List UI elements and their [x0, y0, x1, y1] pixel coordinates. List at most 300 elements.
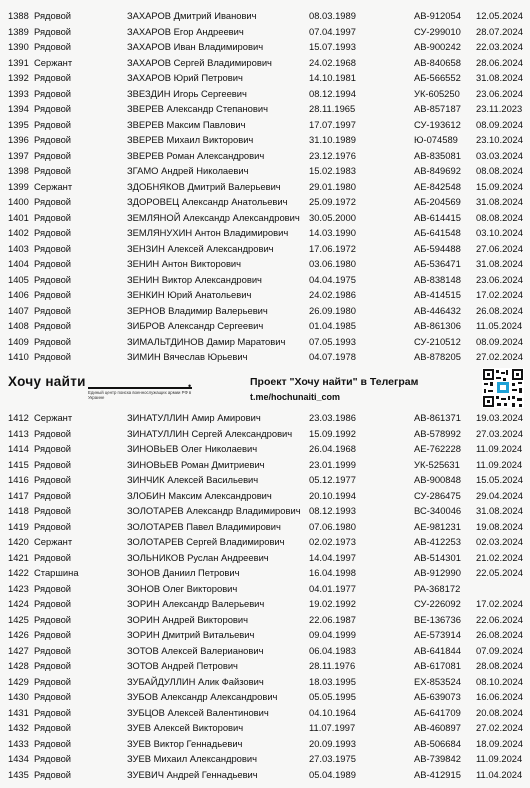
table-row: [0, 519, 530, 535]
person-name: ЗУБЦОВ Алексей Валентинович: [127, 706, 269, 718]
person-name: ЗИМИН Вячеслав Юрьевич: [127, 351, 248, 362]
brand-subtitle: Единый центр поиска военнослужащих армии РФ в Украине: [88, 390, 192, 400]
record-number: 1416: [8, 474, 29, 485]
event-date: 27.02.2024: [476, 351, 523, 362]
event-date: 27.06.2024: [476, 242, 523, 254]
document-id: АЕ-842548: [414, 180, 461, 192]
event-date: 11.09.2024: [476, 458, 523, 470]
rank-cell: Рядовой: [34, 706, 72, 718]
record-number: 1406: [8, 289, 29, 300]
event-date: 16.06.2024: [476, 691, 523, 702]
person-name: ЗВЕРЕВ Роман Александрович: [127, 149, 265, 161]
rank-cell: Рядовой: [34, 242, 72, 254]
document-id: РА-368172: [414, 582, 461, 594]
table-row: [0, 643, 530, 659]
record-number: 1391: [8, 56, 29, 68]
person-name: ЗУЕВ Михаил Александрович: [127, 753, 258, 764]
rank-cell: Рядовой: [34, 304, 72, 316]
person-name: ЗЕНИН Виктор Александрович: [127, 273, 262, 285]
rank-cell: Рядовой: [34, 103, 72, 114]
records-table-bottom: [0, 410, 530, 782]
rank-cell: Рядовой: [34, 335, 72, 347]
document-id: АБ-641548: [414, 227, 461, 238]
record-number: 1431: [8, 706, 29, 718]
record-number: 1409: [8, 335, 29, 347]
document-id: АВ-460897: [414, 722, 461, 733]
person-name: ЗОНОВ Даниил Петрович: [127, 567, 240, 578]
record-number: 1397: [8, 149, 29, 161]
record-number: 1422: [8, 567, 29, 578]
record-number: 1425: [8, 613, 29, 625]
document-id: АВ-514301: [414, 551, 461, 563]
table-row: [0, 179, 530, 195]
event-date: 08.09.2024: [476, 118, 523, 130]
event-date: 31.08.2024: [476, 196, 523, 207]
document-id: АВ-614415: [414, 211, 461, 223]
event-date: 11.09.2024: [476, 443, 523, 454]
birth-date: 07.04.1997: [309, 25, 356, 37]
document-id: АБ-594488: [414, 242, 461, 254]
birth-date: 01.04.1985: [309, 320, 356, 331]
document-id: СУ-299010: [414, 25, 461, 37]
table-row: [0, 705, 530, 721]
birth-date: 08.12.1993: [309, 505, 356, 516]
record-number: 1434: [8, 753, 29, 764]
record-number: 1400: [8, 196, 29, 207]
document-id: АБ-641709: [414, 706, 461, 718]
birth-date: 04.01.1977: [309, 582, 356, 594]
table-row: [0, 24, 530, 40]
table-row: [0, 410, 530, 426]
birth-date: 15.02.1983: [309, 165, 356, 176]
person-name: ЗОНОВ Олег Викторович: [127, 582, 238, 594]
birth-date: 26.09.1980: [309, 304, 356, 316]
birth-date: 31.10.1989: [309, 134, 356, 145]
document-id: АВ-912054: [414, 10, 461, 21]
document-id: АБ-536471: [414, 258, 461, 269]
record-number: 1398: [8, 165, 29, 176]
birth-date: 03.06.1980: [309, 258, 356, 269]
birth-date: 06.04.1983: [309, 644, 356, 656]
person-name: ЗВЕРЕВ Михаил Викторович: [127, 134, 254, 145]
rank-cell: Рядовой: [34, 258, 72, 269]
person-name: ЗИБРОВ Александр Сергеевич: [127, 320, 264, 331]
table-row: [0, 627, 530, 643]
record-number: 1393: [8, 87, 29, 99]
person-name: ЗЕНИН Антон Викторович: [127, 258, 242, 269]
table-row: [0, 488, 530, 504]
person-name: ЗОЛОТАРЕВ Александр Владимирович: [127, 505, 301, 516]
record-number: 1423: [8, 582, 29, 594]
record-number: 1435: [8, 768, 29, 780]
qr-code-icon: [482, 368, 524, 408]
table-row: [0, 689, 530, 705]
document-id: Ю-074589: [414, 134, 458, 145]
event-date: 03.03.2024: [476, 149, 523, 161]
table-row: [0, 303, 530, 319]
birth-date: 18.03.1995: [309, 675, 356, 687]
rank-cell: Рядовой: [34, 25, 72, 37]
birth-date: 04.10.1964: [309, 706, 356, 718]
record-number: 1403: [8, 242, 29, 254]
person-name: ЗОТОВ Алексей Валерианович: [127, 644, 264, 656]
person-name: ЗУБАЙДУЛЛИН Алик Файзович: [127, 675, 264, 687]
birth-date: 24.02.1986: [309, 289, 356, 300]
document-id: АВ-878205: [414, 351, 461, 362]
table-row: [0, 8, 530, 24]
person-name: ЗУЕВ Виктор Геннадьевич: [127, 737, 243, 749]
event-date: 26.08.2024: [476, 629, 523, 640]
event-date: 22.05.2024: [476, 567, 523, 578]
birth-date: 14.10.1981: [309, 72, 356, 83]
person-name: ЗОРИН Дмитрий Витальевич: [127, 629, 255, 640]
table-row: [0, 101, 530, 117]
person-name: ЗАХАРОВ Егор Андреевич: [127, 25, 244, 37]
rank-cell: Рядовой: [34, 118, 72, 130]
person-name: ЗИНАТУЛЛИН Сергей Александрович: [127, 427, 293, 439]
record-number: 1410: [8, 351, 29, 362]
document-id: АЕ-981231: [414, 520, 461, 532]
rank-cell: Рядовой: [34, 598, 72, 609]
record-number: 1433: [8, 737, 29, 749]
person-name: ЗУЕВ Алексей Викторович: [127, 722, 244, 733]
event-date: 27.02.2024: [476, 722, 523, 733]
telegram-link[interactable]: t.me/hochunaiti_com: [250, 392, 341, 402]
person-name: ЗЕНЗИН Алексей Александрович: [127, 242, 274, 254]
document-id: АВ-414515: [414, 289, 461, 300]
birth-date: 08.03.1989: [309, 10, 356, 21]
rank-cell: Рядовой: [34, 737, 72, 749]
person-name: ЗАХАРОВ Юрий Петрович: [127, 72, 243, 83]
rank-cell: Рядовой: [34, 149, 72, 161]
birth-date: 14.04.1997: [309, 551, 356, 563]
document-id: ВЕ-136736: [414, 613, 461, 625]
document-id: АВ-900848: [414, 474, 461, 485]
birth-date: 27.03.1975: [309, 753, 356, 764]
birth-date: 05.12.1977: [309, 474, 356, 485]
document-id: АВ-849692: [414, 165, 461, 176]
birth-date: 19.02.1992: [309, 598, 356, 609]
record-number: 1414: [8, 443, 29, 454]
document-id: АВ-617081: [414, 660, 461, 671]
table-row: [0, 457, 530, 473]
table-row: [0, 334, 530, 350]
document-id: АБ-639073: [414, 691, 461, 702]
birth-date: 20.09.1993: [309, 737, 356, 749]
record-number: 1427: [8, 644, 29, 656]
rank-cell: Рядовой: [34, 474, 72, 485]
table-row: [0, 550, 530, 566]
event-date: 22.03.2024: [476, 41, 523, 52]
record-number: 1413: [8, 427, 29, 439]
rank-cell: Рядовой: [34, 72, 72, 83]
record-number: 1421: [8, 551, 29, 563]
person-name: ЗОЛЬНИКОВ Руслан Андреевич: [127, 551, 269, 563]
birth-date: 04.04.1975: [309, 273, 356, 285]
record-number: 1432: [8, 722, 29, 733]
record-number: 1428: [8, 660, 29, 671]
birth-date: 16.04.1998: [309, 567, 356, 578]
record-number: 1392: [8, 72, 29, 83]
record-number: 1402: [8, 227, 29, 238]
birth-date: 28.11.1965: [309, 103, 356, 114]
rank-cell: Рядовой: [34, 427, 72, 439]
document-id: АБ-204569: [414, 196, 461, 207]
birth-date: 15.07.1993: [309, 41, 356, 52]
birth-date: 07.05.1993: [309, 335, 356, 347]
record-number: 1395: [8, 118, 29, 130]
document-id: АВ-412253: [414, 536, 461, 547]
person-name: ЗДОРОВЕЦ Александр Анатольевич: [127, 196, 288, 207]
rank-cell: Рядовой: [34, 582, 72, 594]
event-date: 18.09.2024: [476, 737, 523, 749]
event-date: 02.03.2024: [476, 536, 523, 547]
records-table-top: [0, 8, 530, 365]
table-row: [0, 720, 530, 736]
event-date: 08.09.2024: [476, 335, 523, 347]
document-id: ВС-340046: [414, 505, 462, 516]
table-row: [0, 318, 530, 334]
event-date: 11.05.2024: [476, 320, 523, 331]
telegram-promo-text: Проект "Хочу найти" в Телеграм: [250, 376, 419, 388]
event-date: 23.06.2024: [476, 273, 523, 285]
event-date: 11.09.2024: [476, 753, 523, 764]
promo-banner: [0, 368, 530, 408]
birth-date: 05.04.1989: [309, 768, 356, 780]
record-number: 1420: [8, 536, 29, 547]
event-date: 17.02.2024: [476, 598, 523, 609]
rank-cell: Сержант: [34, 536, 73, 547]
birth-date: 08.12.1994: [309, 87, 356, 99]
person-name: ЗИНОВЬЕВ Роман Дмитриевич: [127, 458, 265, 470]
person-name: ЗИНАТУЛЛИН Амир Амирович: [127, 412, 261, 423]
rank-cell: Рядовой: [34, 211, 72, 223]
table-row: [0, 349, 530, 365]
brand-logo-text: Хочу найти: [8, 374, 86, 389]
person-name: ЗУЕВИЧ Андрей Геннадьевич: [127, 768, 258, 780]
birth-date: 15.09.1992: [309, 427, 356, 439]
table-row: [0, 194, 530, 210]
table-row: [0, 534, 530, 550]
person-name: ЗОРИН Александр Валерьевич: [127, 598, 265, 609]
person-name: ЗГАМО Андрей Николаевич: [127, 165, 249, 176]
rank-cell: Рядовой: [34, 134, 72, 145]
rank-cell: Рядовой: [34, 320, 72, 331]
record-number: 1389: [8, 25, 29, 37]
table-row: [0, 39, 530, 55]
event-date: 26.08.2024: [476, 304, 523, 316]
record-number: 1388: [8, 10, 29, 21]
record-number: 1429: [8, 675, 29, 687]
person-name: ЗДОБНЯКОВ Дмитрий Валерьевич: [127, 180, 281, 192]
event-date: 28.06.2024: [476, 56, 523, 68]
rank-cell: Рядовой: [34, 691, 72, 702]
record-number: 1394: [8, 103, 29, 114]
table-row: [0, 674, 530, 690]
birth-date: 07.06.1980: [309, 520, 356, 532]
table-row: [0, 581, 530, 597]
person-name: ЗЛОБИН Максим Александрович: [127, 489, 272, 501]
table-row: [0, 210, 530, 226]
birth-date: 05.05.1995: [309, 691, 356, 702]
document-id: АВ-446432: [414, 304, 461, 316]
event-date: 31.08.2024: [476, 258, 523, 269]
record-number: 1408: [8, 320, 29, 331]
document-id: СУ-193612: [414, 118, 461, 130]
record-number: 1404: [8, 258, 29, 269]
record-number: 1390: [8, 41, 29, 52]
event-date: 23.06.2024: [476, 87, 523, 99]
document-id: СУ-210512: [414, 335, 461, 347]
document-id: АВ-835081: [414, 149, 461, 161]
rank-cell: Рядовой: [34, 443, 72, 454]
rank-cell: Рядовой: [34, 165, 72, 176]
person-name: ЗИМАЛЬТДИНОВ Дамир Маратович: [127, 335, 286, 347]
rank-cell: Старшина: [34, 567, 79, 578]
birth-date: 30.05.2000: [309, 211, 356, 223]
document-id: АВ-739842: [414, 753, 461, 764]
table-row: [0, 565, 530, 581]
table-row: [0, 241, 530, 257]
record-number: 1412: [8, 412, 29, 423]
record-number: 1415: [8, 458, 29, 470]
document-id: АВ-900242: [414, 41, 461, 52]
event-date: 29.04.2024: [476, 489, 523, 501]
event-date: 23.10.2024: [476, 134, 523, 145]
birth-date: 24.02.1968: [309, 56, 356, 68]
event-date: 03.10.2024: [476, 227, 523, 238]
record-number: 1407: [8, 304, 29, 316]
brand-dot-icon: •: [188, 381, 192, 391]
birth-date: 26.04.1968: [309, 443, 356, 454]
birth-date: 14.03.1990: [309, 227, 356, 238]
person-name: ЗОЛОТАРЕВ Павел Владимирович: [127, 520, 281, 532]
event-date: 19.08.2024: [476, 520, 523, 532]
document-id: АВ-861306: [414, 320, 461, 331]
birth-date: 09.04.1999: [309, 629, 356, 640]
table-row: [0, 472, 530, 488]
rank-cell: Сержант: [34, 56, 73, 68]
table-row: [0, 736, 530, 752]
record-number: 1426: [8, 629, 29, 640]
table-row: [0, 596, 530, 612]
person-name: ЗАХАРОВ Сергей Владимирович: [127, 56, 272, 68]
document-id: СУ-286475: [414, 489, 461, 501]
event-date: 08.08.2024: [476, 211, 523, 223]
birth-date: 02.02.1973: [309, 536, 356, 547]
document-id: АВ-641844: [414, 644, 461, 656]
person-name: ЗЕМЛЯНОЙ Александр Александрович: [127, 211, 300, 223]
person-name: ЗВЕРЕВ Максим Павлович: [127, 118, 246, 130]
table-row: [0, 503, 530, 519]
event-date: 20.08.2024: [476, 706, 523, 718]
record-number: 1396: [8, 134, 29, 145]
document-id: АВ-506684: [414, 737, 461, 749]
document-id: АВ-861371: [414, 412, 461, 423]
rank-cell: Рядовой: [34, 722, 72, 733]
person-name: ЗАХАРОВ Иван Владимирович: [127, 41, 264, 52]
record-number: 1401: [8, 211, 29, 223]
record-number: 1424: [8, 598, 29, 609]
table-row: [0, 132, 530, 148]
event-date: 21.02.2024: [476, 551, 523, 563]
document-id: УК-605250: [414, 87, 460, 99]
table-row: [0, 163, 530, 179]
table-row: [0, 70, 530, 86]
rank-cell: Рядовой: [34, 87, 72, 99]
birth-date: 25.09.1972: [309, 196, 356, 207]
document-id: АВ-912990: [414, 567, 461, 578]
birth-date: 23.12.1976: [309, 149, 356, 161]
rank-cell: Рядовой: [34, 458, 72, 470]
document-id: АЕ-573914: [414, 629, 461, 640]
event-date: 07.09.2024: [476, 644, 523, 656]
birth-date: 17.06.1972: [309, 242, 356, 254]
brand-underline: [88, 387, 192, 389]
birth-date: 17.07.1997: [309, 118, 356, 130]
birth-date: 23.01.1999: [309, 458, 356, 470]
table-row: [0, 426, 530, 442]
event-date: 08.08.2024: [476, 165, 523, 176]
table-row: [0, 272, 530, 288]
event-date: 17.02.2024: [476, 289, 523, 300]
event-date: 15.09.2024: [476, 180, 523, 192]
document-id: АВ-838148: [414, 273, 461, 285]
person-name: ЗЕМЛЯНУХИН Антон Владимирович: [127, 227, 289, 238]
person-name: ЗАХАРОВ Дмитрий Иванович: [127, 10, 257, 21]
person-name: ЗВЕЗДИН Игорь Сергеевич: [127, 87, 247, 99]
event-date: 23.11.2023: [476, 103, 523, 114]
table-row: [0, 256, 530, 272]
event-date: 27.03.2024: [476, 427, 523, 439]
document-id: АВ-840658: [414, 56, 461, 68]
table-row: [0, 767, 530, 783]
person-name: ЗИНЧИК Алексей Васильевич: [127, 474, 259, 485]
record-number: 1417: [8, 489, 29, 501]
table-row: [0, 117, 530, 133]
event-date: 15.05.2024: [476, 474, 523, 485]
rank-cell: Рядовой: [34, 551, 72, 563]
document-id: АБ-566552: [414, 72, 461, 83]
person-name: ЗОЛОТАРЕВ Сергей Владимирович: [127, 536, 285, 547]
rank-cell: Рядовой: [34, 629, 72, 640]
event-date: 28.08.2024: [476, 660, 523, 671]
person-name: ЗОРИН Андрей Викторович: [127, 613, 249, 625]
birth-date: 20.10.1994: [309, 489, 356, 501]
person-name: ЗОТОВ Андрей Петрович: [127, 660, 238, 671]
rank-cell: Сержант: [34, 180, 73, 192]
event-date: 31.08.2024: [476, 505, 523, 516]
table-row: [0, 612, 530, 628]
person-name: ЗИНОВЬЕВ Олег Николаевич: [127, 443, 258, 454]
table-row: [0, 86, 530, 102]
table-row: [0, 225, 530, 241]
event-date: 11.04.2024: [476, 768, 523, 780]
rank-cell: Рядовой: [34, 768, 72, 780]
rank-cell: Рядовой: [34, 505, 72, 516]
event-date: 22.06.2024: [476, 613, 523, 625]
document-id: СУ-226092: [414, 598, 461, 609]
event-date: 12.05.2024: [476, 10, 523, 21]
rank-cell: Рядовой: [34, 289, 72, 300]
rank-cell: Рядовой: [34, 613, 72, 625]
rank-cell: Рядовой: [34, 489, 72, 501]
record-number: 1399: [8, 180, 29, 192]
rank-cell: Сержант: [34, 412, 73, 423]
rank-cell: Рядовой: [34, 660, 72, 671]
rank-cell: Рядовой: [34, 675, 72, 687]
record-number: 1430: [8, 691, 29, 702]
